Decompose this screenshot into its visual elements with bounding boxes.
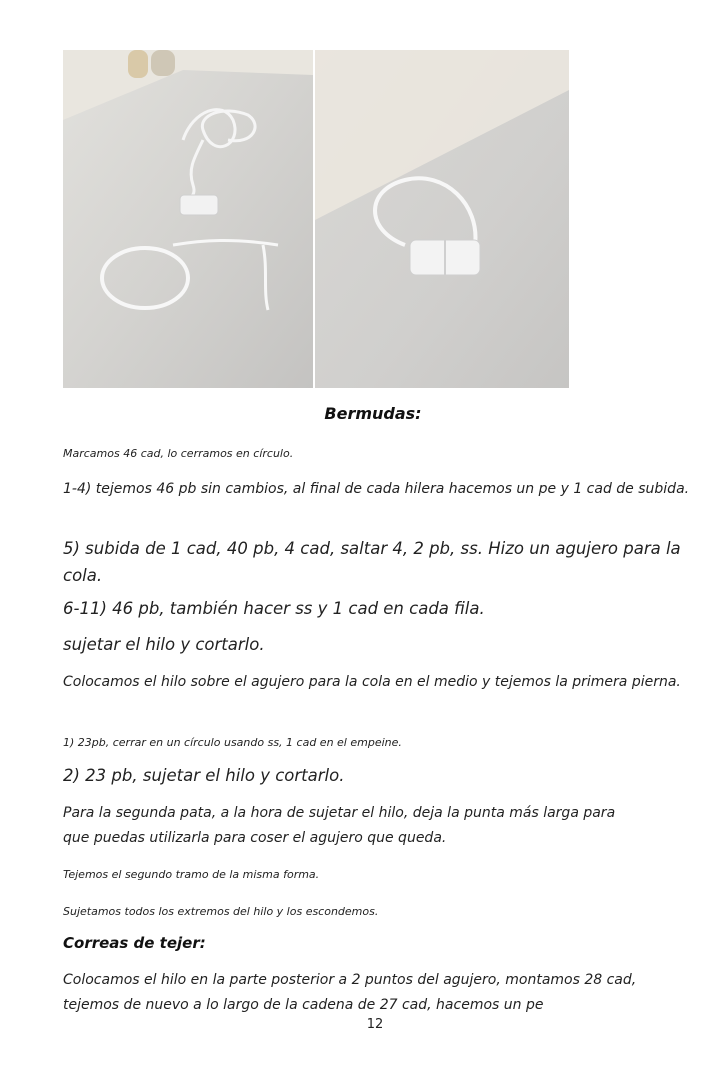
instruction-paragraph: 5) subida de 1 cad, 40 pb, 4 cad, saltar 4, 2 pb, ss. Hizo un agujero para la cola.	[63, 539, 681, 585]
instruction-paragraph: Sujetamos todos los extremos del hilo y los escondemos.	[63, 905, 379, 918]
photo-crochet-pieces	[63, 50, 313, 388]
instruction-paragraph: Colocamos el hilo sobre el agujero para la cola en el medio y tejemos la primera pierna.	[63, 674, 681, 690]
photo-pair	[63, 50, 569, 388]
instruction-paragraph: 6-11) 46 pb, también hacer ss y 1 cad en cada fila.	[63, 599, 485, 618]
instruction-paragraph: Marcamos 46 cad, lo cerramos en círculo.	[63, 447, 294, 460]
instruction-paragraph: 2) 23 pb, sujetar el hilo y cortarlo.	[63, 766, 345, 785]
straps-title: Correas de tejer:	[63, 934, 206, 952]
page-number: 12	[366, 1017, 384, 1032]
instruction-paragraph: 1-4) tejemos 46 pb sin cambios, al final de cada hilera hacemos un pe y 1 cad de subida.	[63, 481, 690, 497]
straps-paragraph: Colocamos el hilo en la parte posterior a 2 puntos del agujero, montamos 28 cad, tejemos de nuevo a lo largo de la cadena de 27 cad, hacemos un pe	[63, 972, 637, 1013]
photo-crochet-strap	[315, 50, 569, 388]
instruction-paragraph: 1) 23pb, cerrar en un círculo usando ss, 1 cad en el empeine.	[63, 736, 402, 749]
instruction-paragraph: Tejemos el segundo tramo de la misma forma.	[63, 868, 320, 881]
instruction-paragraph: sujetar el hilo y cortarlo.	[63, 635, 265, 654]
instruction-paragraph: Para la segunda pata, a la hora de sujetar el hilo, deja la punta más larga para que puedas utilizarla para coser el agujero que queda.	[63, 805, 616, 846]
section-title: Bermudas:	[324, 404, 422, 423]
